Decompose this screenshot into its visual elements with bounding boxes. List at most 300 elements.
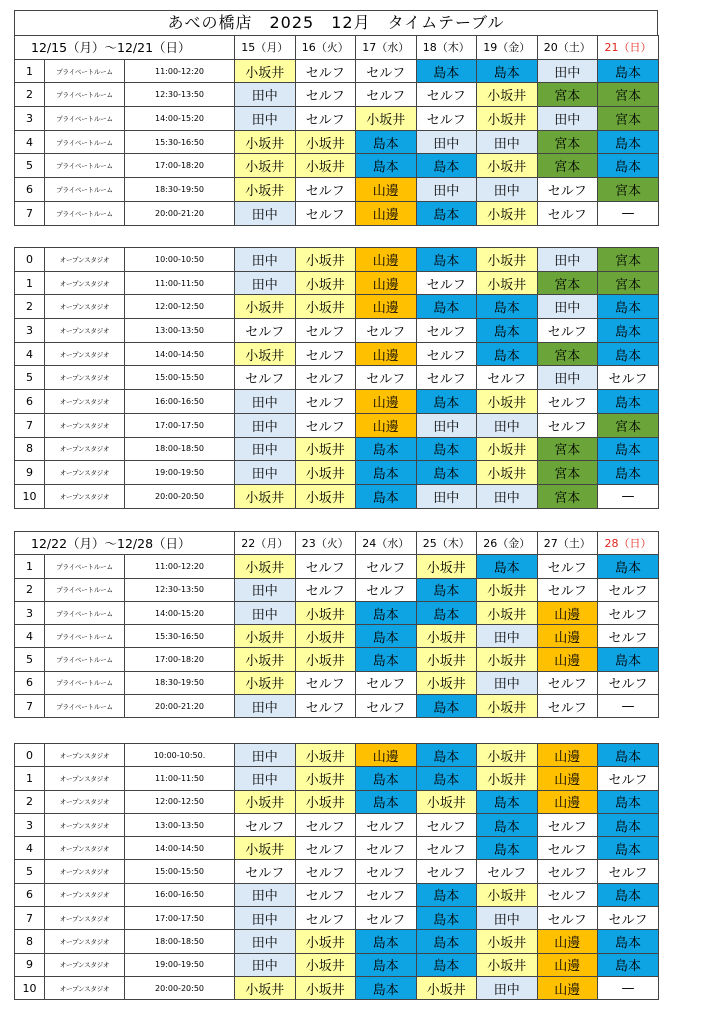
- instructor-cell: セルフ: [598, 366, 659, 390]
- day-header: 21（日）: [598, 36, 659, 60]
- time-slot: 12:30-13:50: [125, 578, 235, 601]
- instructor-cell: 島本: [416, 59, 477, 83]
- instructor-cell: 小坂井: [235, 837, 296, 860]
- instructor-cell: 小坂井: [295, 601, 356, 624]
- instructor-cell: セルフ: [537, 413, 598, 437]
- instructor-cell: セルフ: [598, 625, 659, 648]
- instructor-cell: セルフ: [295, 319, 356, 343]
- instructor-cell: 小坂井: [477, 271, 538, 295]
- instructor-cell: セルフ: [537, 555, 598, 578]
- instructor-cell: 山邊: [356, 342, 417, 366]
- instructor-cell: 田中: [235, 695, 296, 718]
- time-slot: 18:00-18:50: [125, 437, 235, 461]
- room-type: オープンスタジオ: [45, 860, 125, 883]
- instructor-cell: 島本: [356, 976, 417, 999]
- instructor-cell: セルフ: [598, 860, 659, 883]
- instructor-cell: 小坂井: [235, 342, 296, 366]
- instructor-cell: 田中: [235, 601, 296, 624]
- slot-number: 3: [15, 813, 45, 836]
- instructor-cell: —: [598, 201, 659, 225]
- instructor-cell: 島本: [598, 154, 659, 178]
- table-row: [15, 107, 659, 131]
- instructor-cell: セルフ: [356, 695, 417, 718]
- instructor-cell: 島本: [416, 461, 477, 485]
- instructor-cell: セルフ: [416, 366, 477, 390]
- instructor-cell: 島本: [598, 790, 659, 813]
- instructor-cell: 島本: [356, 648, 417, 671]
- page-title: あべの橋店 2025 12月 タイムテーブル: [14, 10, 658, 36]
- day-header: 27（土）: [537, 532, 598, 555]
- instructor-cell: セルフ: [537, 837, 598, 860]
- table-row: [15, 671, 659, 694]
- table-row: [15, 390, 659, 414]
- instructor-cell: セルフ: [356, 578, 417, 601]
- instructor-cell: 小坂井: [477, 201, 538, 225]
- instructor-cell: 田中: [477, 976, 538, 999]
- table-row: [15, 437, 659, 461]
- time-slot: 14:00-14:50: [125, 342, 235, 366]
- time-slot: 20:00-20:50: [125, 976, 235, 999]
- slot-number: 5: [15, 648, 45, 671]
- instructor-cell: セルフ: [356, 813, 417, 836]
- room-type: オープンスタジオ: [45, 837, 125, 860]
- instructor-cell: 宮本: [537, 130, 598, 154]
- instructor-cell: 田中: [235, 107, 296, 131]
- instructor-cell: 山邊: [537, 930, 598, 953]
- instructor-cell: 山邊: [537, 601, 598, 624]
- instructor-cell: 山邊: [537, 744, 598, 767]
- instructor-cell: 島本: [598, 744, 659, 767]
- room-type: プライベートルーム: [45, 107, 125, 131]
- table-row: [15, 744, 659, 767]
- instructor-cell: 小坂井: [235, 976, 296, 999]
- slot-number: 5: [15, 366, 45, 390]
- instructor-cell: —: [598, 695, 659, 718]
- time-slot: 13:00-13:50: [125, 813, 235, 836]
- instructor-cell: 小坂井: [416, 790, 477, 813]
- table-row: [15, 366, 659, 390]
- instructor-cell: 島本: [416, 201, 477, 225]
- instructor-cell: 小坂井: [295, 484, 356, 508]
- instructor-cell: 島本: [356, 767, 417, 790]
- room-type: オープンスタジオ: [45, 484, 125, 508]
- instructor-cell: 小坂井: [477, 601, 538, 624]
- instructor-cell: 島本: [598, 837, 659, 860]
- instructor-cell: セルフ: [295, 837, 356, 860]
- instructor-cell: 宮本: [537, 154, 598, 178]
- instructor-cell: セルフ: [416, 107, 477, 131]
- time-slot: 10:00-10:50.: [125, 744, 235, 767]
- time-slot: 13:00-13:50: [125, 319, 235, 343]
- day-header: 16（火）: [295, 36, 356, 60]
- room-type: オープンスタジオ: [45, 461, 125, 485]
- instructor-cell: 島本: [477, 342, 538, 366]
- day-header: 22（月）: [235, 532, 296, 555]
- slot-number: 4: [15, 342, 45, 366]
- time-slot: 15:30-16:50: [125, 625, 235, 648]
- instructor-cell: セルフ: [356, 907, 417, 930]
- instructor-cell: 小坂井: [295, 930, 356, 953]
- week2-private-schedule: [14, 531, 659, 718]
- week-date-range: 12/15（月）～12/21（日）: [15, 36, 235, 60]
- slot-number: 4: [15, 625, 45, 648]
- instructor-cell: 島本: [598, 295, 659, 319]
- instructor-cell: 島本: [598, 342, 659, 366]
- slot-number: 2: [15, 790, 45, 813]
- instructor-cell: セルフ: [295, 178, 356, 202]
- instructor-cell: セルフ: [295, 883, 356, 906]
- instructor-cell: 島本: [356, 930, 417, 953]
- instructor-cell: 小坂井: [477, 154, 538, 178]
- instructor-cell: 小坂井: [295, 130, 356, 154]
- room-type: オープンスタジオ: [45, 790, 125, 813]
- instructor-cell: 島本: [356, 437, 417, 461]
- instructor-cell: 島本: [416, 907, 477, 930]
- time-slot: 14:00-15:20: [125, 107, 235, 131]
- instructor-cell: セルフ: [598, 907, 659, 930]
- instructor-cell: 島本: [598, 437, 659, 461]
- instructor-cell: セルフ: [537, 907, 598, 930]
- instructor-cell: 田中: [235, 413, 296, 437]
- instructor-cell: 田中: [235, 437, 296, 461]
- instructor-cell: セルフ: [356, 555, 417, 578]
- day-header: 26（金）: [477, 532, 538, 555]
- instructor-cell: 小坂井: [416, 976, 477, 999]
- instructor-cell: 田中: [477, 625, 538, 648]
- instructor-cell: 小坂井: [477, 107, 538, 131]
- slot-number: 7: [15, 907, 45, 930]
- instructor-cell: 小坂井: [235, 790, 296, 813]
- instructor-cell: 小坂井: [295, 295, 356, 319]
- instructor-cell: 田中: [235, 390, 296, 414]
- instructor-cell: 島本: [598, 59, 659, 83]
- instructor-cell: 山邊: [356, 390, 417, 414]
- instructor-cell: 島本: [356, 461, 417, 485]
- time-slot: 17:00-18:20: [125, 154, 235, 178]
- table-row: [15, 154, 659, 178]
- instructor-cell: 田中: [416, 130, 477, 154]
- instructor-cell: 山邊: [356, 178, 417, 202]
- room-type: プライベートルーム: [45, 648, 125, 671]
- instructor-cell: セルフ: [537, 813, 598, 836]
- time-slot: 12:00-12:50: [125, 790, 235, 813]
- instructor-cell: セルフ: [356, 860, 417, 883]
- instructor-cell: 小坂井: [295, 976, 356, 999]
- instructor-cell: セルフ: [295, 201, 356, 225]
- instructor-cell: 小坂井: [477, 648, 538, 671]
- instructor-cell: 島本: [477, 813, 538, 836]
- slot-number: 9: [15, 461, 45, 485]
- table-row: [15, 271, 659, 295]
- instructor-cell: 宮本: [598, 271, 659, 295]
- slot-number: 0: [15, 744, 45, 767]
- slot-number: 3: [15, 319, 45, 343]
- day-header: 24（水）: [356, 532, 417, 555]
- instructor-cell: 島本: [598, 648, 659, 671]
- instructor-cell: 宮本: [537, 437, 598, 461]
- time-slot: 19:00-19:50: [125, 461, 235, 485]
- slot-number: 10: [15, 976, 45, 999]
- slot-number: 4: [15, 130, 45, 154]
- instructor-cell: 小坂井: [235, 59, 296, 83]
- time-slot: 18:00-18:50: [125, 930, 235, 953]
- instructor-cell: 山邊: [537, 976, 598, 999]
- instructor-cell: 小坂井: [477, 883, 538, 906]
- time-slot: 10:00-10:50: [125, 248, 235, 272]
- table-row: [15, 625, 659, 648]
- slot-number: 3: [15, 601, 45, 624]
- instructor-cell: 宮本: [537, 271, 598, 295]
- table-row: [15, 413, 659, 437]
- slot-number: 4: [15, 837, 45, 860]
- instructor-cell: 島本: [356, 625, 417, 648]
- instructor-cell: 島本: [598, 930, 659, 953]
- room-type: プライベートルーム: [45, 555, 125, 578]
- instructor-cell: 島本: [477, 790, 538, 813]
- instructor-cell: 小坂井: [295, 461, 356, 485]
- slot-number: 9: [15, 953, 45, 976]
- instructor-cell: 小坂井: [235, 648, 296, 671]
- slot-number: 2: [15, 295, 45, 319]
- slot-number: 7: [15, 413, 45, 437]
- time-slot: 20:00-21:20: [125, 201, 235, 225]
- instructor-cell: セルフ: [537, 883, 598, 906]
- time-slot: 14:00-14:50: [125, 837, 235, 860]
- time-slot: 20:00-21:20: [125, 695, 235, 718]
- instructor-cell: 小坂井: [295, 744, 356, 767]
- day-header: 28（日）: [598, 532, 659, 555]
- instructor-cell: 島本: [598, 555, 659, 578]
- instructor-cell: セルフ: [598, 671, 659, 694]
- slot-number: 2: [15, 83, 45, 107]
- room-type: オープンスタジオ: [45, 744, 125, 767]
- instructor-cell: 田中: [416, 413, 477, 437]
- room-type: オープンスタジオ: [45, 953, 125, 976]
- room-type: オープンスタジオ: [45, 342, 125, 366]
- instructor-cell: 小坂井: [477, 437, 538, 461]
- room-type: プライベートルーム: [45, 154, 125, 178]
- room-type: オープンスタジオ: [45, 366, 125, 390]
- instructor-cell: 小坂井: [295, 953, 356, 976]
- instructor-cell: 島本: [416, 295, 477, 319]
- table-row: [15, 178, 659, 202]
- room-type: プライベートルーム: [45, 625, 125, 648]
- instructor-cell: 宮本: [537, 484, 598, 508]
- instructor-cell: 田中: [235, 461, 296, 485]
- instructor-cell: 小坂井: [477, 744, 538, 767]
- instructor-cell: 小坂井: [295, 767, 356, 790]
- instructor-cell: 田中: [537, 295, 598, 319]
- instructor-cell: 小坂井: [477, 83, 538, 107]
- instructor-cell: 島本: [477, 555, 538, 578]
- table-row: [15, 201, 659, 225]
- table-row: [15, 319, 659, 343]
- week2-open-studio-schedule: [14, 743, 659, 1000]
- instructor-cell: 山邊: [537, 625, 598, 648]
- instructor-cell: 島本: [598, 130, 659, 154]
- instructor-cell: セルフ: [295, 671, 356, 694]
- instructor-cell: 宮本: [598, 178, 659, 202]
- room-type: プライベートルーム: [45, 178, 125, 202]
- instructor-cell: 小坂井: [235, 484, 296, 508]
- table-row: [15, 461, 659, 485]
- instructor-cell: 島本: [356, 130, 417, 154]
- slot-number: 8: [15, 930, 45, 953]
- table-row: [15, 907, 659, 930]
- instructor-cell: 島本: [416, 248, 477, 272]
- slot-number: 2: [15, 578, 45, 601]
- time-slot: 20:00-20:50: [125, 484, 235, 508]
- room-type: オープンスタジオ: [45, 295, 125, 319]
- instructor-cell: 小坂井: [295, 648, 356, 671]
- instructor-cell: セルフ: [598, 578, 659, 601]
- instructor-cell: 小坂井: [477, 930, 538, 953]
- week1-open-studio-schedule: [14, 247, 659, 509]
- instructor-cell: セルフ: [537, 578, 598, 601]
- instructor-cell: 小坂井: [295, 154, 356, 178]
- time-slot: 19:00-19:50: [125, 953, 235, 976]
- instructor-cell: セルフ: [295, 107, 356, 131]
- instructor-cell: 島本: [598, 883, 659, 906]
- instructor-cell: 田中: [477, 413, 538, 437]
- instructor-cell: 島本: [416, 601, 477, 624]
- table-row: [15, 484, 659, 508]
- room-type: オープンスタジオ: [45, 413, 125, 437]
- room-type: オープンスタジオ: [45, 976, 125, 999]
- instructor-cell: 小坂井: [295, 625, 356, 648]
- instructor-cell: セルフ: [416, 813, 477, 836]
- instructor-cell: セルフ: [416, 860, 477, 883]
- instructor-cell: 田中: [477, 671, 538, 694]
- instructor-cell: 山邊: [537, 767, 598, 790]
- instructor-cell: 小坂井: [477, 695, 538, 718]
- week1-private-schedule: [14, 35, 659, 226]
- instructor-cell: セルフ: [416, 837, 477, 860]
- instructor-cell: 山邊: [356, 744, 417, 767]
- instructor-cell: 山邊: [537, 790, 598, 813]
- instructor-cell: 小坂井: [477, 578, 538, 601]
- time-slot: 11:00-12:20: [125, 59, 235, 83]
- table-row: [15, 295, 659, 319]
- time-slot: 12:30-13:50: [125, 83, 235, 107]
- table-row: [15, 813, 659, 836]
- time-slot: 15:00-15:50: [125, 860, 235, 883]
- slot-number: 1: [15, 555, 45, 578]
- table-row: [15, 601, 659, 624]
- instructor-cell: セルフ: [356, 59, 417, 83]
- instructor-cell: セルフ: [235, 860, 296, 883]
- instructor-cell: セルフ: [295, 578, 356, 601]
- slot-number: 1: [15, 271, 45, 295]
- slot-number: 7: [15, 695, 45, 718]
- instructor-cell: 田中: [477, 130, 538, 154]
- instructor-cell: セルフ: [356, 837, 417, 860]
- instructor-cell: 小坂井: [235, 555, 296, 578]
- slot-number: 5: [15, 860, 45, 883]
- instructor-cell: セルフ: [295, 695, 356, 718]
- day-header: 19（金）: [477, 36, 538, 60]
- instructor-cell: 島本: [416, 930, 477, 953]
- day-header: 18（木）: [416, 36, 477, 60]
- instructor-cell: セルフ: [356, 883, 417, 906]
- day-header: 17（水）: [356, 36, 417, 60]
- instructor-cell: 島本: [416, 883, 477, 906]
- instructor-cell: セルフ: [295, 83, 356, 107]
- instructor-cell: セルフ: [295, 59, 356, 83]
- time-slot: 11:00-11:50: [125, 271, 235, 295]
- instructor-cell: 島本: [598, 813, 659, 836]
- table-row: [15, 555, 659, 578]
- instructor-cell: セルフ: [416, 342, 477, 366]
- room-type: プライベートルーム: [45, 671, 125, 694]
- instructor-cell: セルフ: [537, 390, 598, 414]
- instructor-cell: 小坂井: [416, 625, 477, 648]
- room-type: オープンスタジオ: [45, 907, 125, 930]
- instructor-cell: セルフ: [537, 178, 598, 202]
- instructor-cell: 小坂井: [295, 271, 356, 295]
- instructor-cell: 島本: [477, 295, 538, 319]
- room-type: プライベートルーム: [45, 83, 125, 107]
- instructor-cell: セルフ: [356, 366, 417, 390]
- instructor-cell: 小坂井: [235, 671, 296, 694]
- instructor-cell: セルフ: [295, 390, 356, 414]
- room-type: オープンスタジオ: [45, 813, 125, 836]
- time-slot: 15:30-16:50: [125, 130, 235, 154]
- day-header: 23（火）: [295, 532, 356, 555]
- instructor-cell: 島本: [477, 59, 538, 83]
- instructor-cell: セルフ: [537, 201, 598, 225]
- instructor-cell: 小坂井: [356, 107, 417, 131]
- instructor-cell: セルフ: [598, 767, 659, 790]
- instructor-cell: 田中: [537, 59, 598, 83]
- slot-number: 1: [15, 59, 45, 83]
- instructor-cell: 田中: [477, 178, 538, 202]
- instructor-cell: 山邊: [356, 413, 417, 437]
- instructor-cell: 宮本: [598, 107, 659, 131]
- instructor-cell: セルフ: [295, 366, 356, 390]
- instructor-cell: 田中: [235, 930, 296, 953]
- instructor-cell: セルフ: [356, 83, 417, 107]
- instructor-cell: 島本: [416, 767, 477, 790]
- instructor-cell: セルフ: [477, 860, 538, 883]
- instructor-cell: 田中: [235, 907, 296, 930]
- time-slot: 14:00-15:20: [125, 601, 235, 624]
- room-type: プライベートルーム: [45, 601, 125, 624]
- time-slot: 17:00-17:50: [125, 907, 235, 930]
- instructor-cell: 田中: [235, 248, 296, 272]
- instructor-cell: 宮本: [537, 83, 598, 107]
- table-row: [15, 883, 659, 906]
- instructor-cell: 田中: [235, 883, 296, 906]
- time-slot: 12:00-12:50: [125, 295, 235, 319]
- day-header: 15（月）: [235, 36, 296, 60]
- instructor-cell: セルフ: [295, 555, 356, 578]
- instructor-cell: セルフ: [598, 601, 659, 624]
- instructor-cell: 田中: [235, 767, 296, 790]
- instructor-cell: 島本: [416, 437, 477, 461]
- slot-number: 5: [15, 154, 45, 178]
- room-type: プライベートルーム: [45, 695, 125, 718]
- day-header: 20（土）: [537, 36, 598, 60]
- instructor-cell: 田中: [416, 178, 477, 202]
- slot-number: 7: [15, 201, 45, 225]
- instructor-cell: 宮本: [598, 248, 659, 272]
- instructor-cell: 島本: [416, 390, 477, 414]
- instructor-cell: 島本: [416, 695, 477, 718]
- instructor-cell: 田中: [477, 484, 538, 508]
- instructor-cell: 田中: [235, 201, 296, 225]
- instructor-cell: セルフ: [235, 366, 296, 390]
